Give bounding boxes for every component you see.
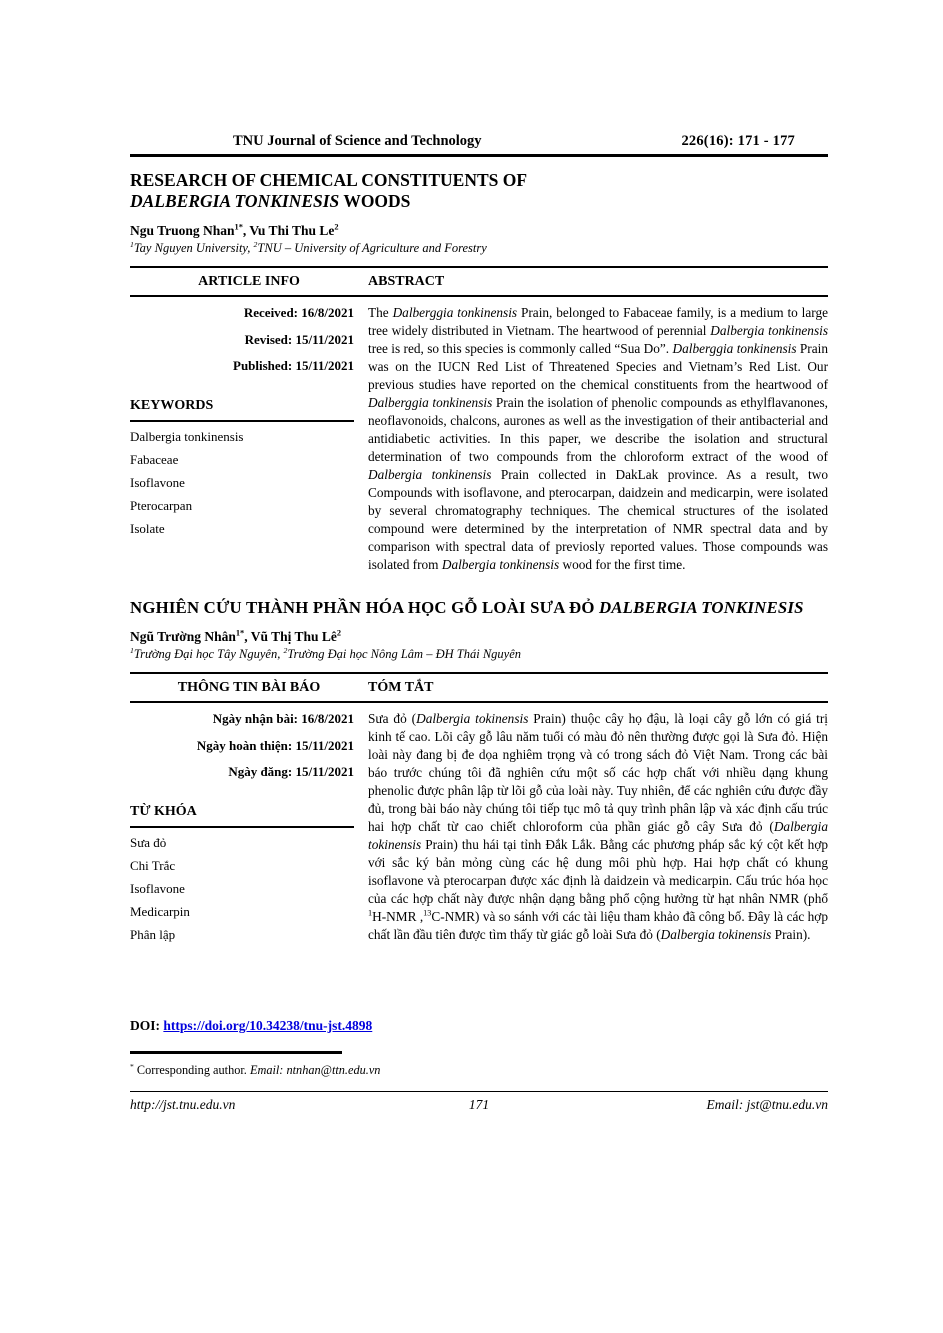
doi-link[interactable]: https://doi.org/10.34238/tnu-jst.4898 bbox=[163, 1018, 373, 1033]
footer-journal-url: http://jst.tnu.edu.vn bbox=[130, 1097, 236, 1112]
running-head bbox=[130, 133, 828, 150]
keyword-item: Medicarpin bbox=[130, 903, 190, 919]
affiliation-vietnamese: $^1$Trường Đại học Tây Nguyên, $^2$Trường Đại học Nông Lâm – ĐH Thái Nguyên bbox=[130, 645, 522, 661]
article-info-header: ARTICLE INFO bbox=[130, 268, 368, 297]
received-date-vn: Ngày nhận bài: 16/8/2021 bbox=[212, 711, 354, 726]
keyword-item: Phân lập bbox=[130, 926, 176, 942]
article-title-english bbox=[130, 170, 828, 212]
keyword-item: Dalbergia tonkinensis bbox=[130, 428, 244, 444]
keyword-item: Sưa đỏ bbox=[130, 834, 167, 850]
journal-name: TNU Journal of Science and Technology bbox=[233, 133, 482, 149]
abstract-column bbox=[368, 297, 828, 584]
article-info-header-vn: THÔNG TIN BÀI BÁO bbox=[130, 674, 368, 703]
keyword-item: Isoflavone bbox=[130, 880, 185, 896]
keywords-header: KEYWORDS bbox=[130, 398, 354, 422]
abstract-text-english: The Dalberggia tonkinensis Prain, belonged to Fabaceae family, is a medium to large tree widely distributed in Vietnam. The heartwood of perennial Dalbergia tonkinensis tree is red, so this species is commonly called “Sua Do”. Dalberggia tonkinensis Prain was on the IUCN Red List of Threatened Species and Vietnam’s Red List. Our previous studies have reported on the chemical constituents from the heartwood of Dalberggia tonkinensis Prain the isolation of phenolic compounds as ethylflavanones, neoflavonoids, chalcons, aurones as well as the investigation of their antibacterial and antidiabetic activities. In this paper, we describe the isolation and structural determination of two compounds from the chloroform extract of the wood of Dalbergia tonkinensis Prain collected in DakLak province. As a result, two Compounds with isoflavone, and pterocarpan, daidzein and medicarpin, were isolated by several chromatography techniques. The chemical structures of the isolated compound were determined by the interpretation of NMR spectral data and by comparison with spectral data of previosly reported values. Those compounds was isolated from Dalbergia tonkinensis wood for the first time. bbox=[368, 305, 828, 572]
article-title-vietnamese: NGHIÊN CỨU THÀNH PHẦN HÓA HỌC GỖ LOÀI SƯA ĐỎ DALBERGIA TONKINESIS bbox=[130, 598, 804, 617]
footer-email: Email: jst@tnu.edu.vn bbox=[706, 1097, 829, 1112]
revised-date: Revised: 15/11/2021 bbox=[244, 331, 354, 347]
keywords-header-vn: TỪ KHÓA bbox=[130, 804, 354, 828]
issue-pages: 226(16): 171 - 177 bbox=[681, 133, 795, 149]
abstract-header-vn: TÓM TẮT bbox=[368, 674, 828, 703]
footer-rule bbox=[130, 1091, 828, 1092]
doi-row bbox=[130, 1018, 828, 1034]
footer-page-number: 171 bbox=[468, 1097, 490, 1112]
authors-vietnamese: Ngũ Trường Nhân$^{1*}$, Vũ Thị Thu $Lê^2$ bbox=[130, 628, 342, 644]
published-date: Published: 15/11/2021 bbox=[233, 358, 354, 373]
keyword-item: Pterocarpan bbox=[130, 497, 193, 513]
article-info-table-vietnamese bbox=[130, 672, 828, 954]
keyword-item: Isoflavone bbox=[130, 474, 185, 490]
abstract-header: ABSTRACT bbox=[368, 268, 828, 297]
doi-label: DOI: bbox=[130, 1018, 160, 1033]
keyword-item: Fabaceae bbox=[130, 451, 179, 467]
article-info-table-english bbox=[130, 266, 828, 584]
published-date-vn: Ngày đăng: 15/11/2021 bbox=[228, 764, 354, 779]
footnote-rule bbox=[130, 1051, 342, 1054]
corresponding-author-footnote: * Corresponding author. Email: ntnhan@ttn.edu.vn bbox=[130, 1061, 381, 1077]
page-footer bbox=[130, 1097, 828, 1113]
abstract-column-vn bbox=[368, 703, 828, 954]
article-info-column bbox=[130, 297, 368, 584]
revised-date-vn: Ngày hoàn thiện: 15/11/2021 bbox=[196, 737, 354, 753]
abstract-text-vietnamese: Sưa đỏ (Dalbergia tokinensis Prain) thuộc cây họ đậu, là loại cây gỗ lớn có giá trị kinh tế cao. Lõi cây gỗ lâu năm tuổi có màu đỏ nên thường được gọi là Sưa đỏ. Hiện loài này đang bị đe dọa nghiêm trọng và có trong sách đỏ Việt Nam. Trong các bài báo trước chúng tôi đã nghiên cứu một số các hợp chất với nhiều dạng khung phenolic được phân lập từ lõi gỗ của loài này. Tuy nhiên, để các nghiên cứu được đầy đủ, trong bài báo này chúng tôi tiếp tục mô tả quy trình phân lập và xác định cấu trúc hai hợp chất từ cao chiết chloroform của phần giác gỗ cây Sưa đỏ (Dalbergia tokinensis Prain) thu hái tại tỉnh Đắk Lắk. Bằng các phương pháp sắc ký cột kết hợp với sắc ký bản mỏng cùng các hệ dung môi phù hợp. Hai hợp chất có khung isoflavone và pterocarpan được xác định là daidzein và medicarpin. Cấu trúc hóa học của các hợp chất này được nhận dạng bằng phổ cộng hưởng từ hạt nhân NMR (phổ $^1$H-NMR ,$^{13}$C-NMR) và so sánh với các tài liệu tham khảo đã công bố. Đây là các hợp chất lần đầu tiên được tìm thấy từ giác gỗ loài Sưa đỏ (Dalbergia tokinensis Prain). bbox=[368, 711, 828, 942]
title-line1: RESEARCH OF CHEMICAL CONSTITUENTS OF bbox=[130, 170, 528, 190]
title-line2: DALBERGIA TONKINESIS WOODS bbox=[130, 191, 411, 211]
affiliation-english: $^1$Tay Nguyen University, $^2$TNU – University of Agriculture and Forestry bbox=[130, 239, 487, 255]
keyword-item: Chi Trắc bbox=[130, 857, 176, 873]
header-rule bbox=[130, 154, 828, 157]
authors-english: Ngu Truong Nhan$^{1*}$, Vu Thi Thu Le$^2$ bbox=[130, 222, 339, 238]
keyword-item: Isolate bbox=[130, 520, 165, 536]
received-date: Received: 16/8/2021 bbox=[243, 305, 354, 320]
article-info-column-vn bbox=[130, 703, 368, 954]
